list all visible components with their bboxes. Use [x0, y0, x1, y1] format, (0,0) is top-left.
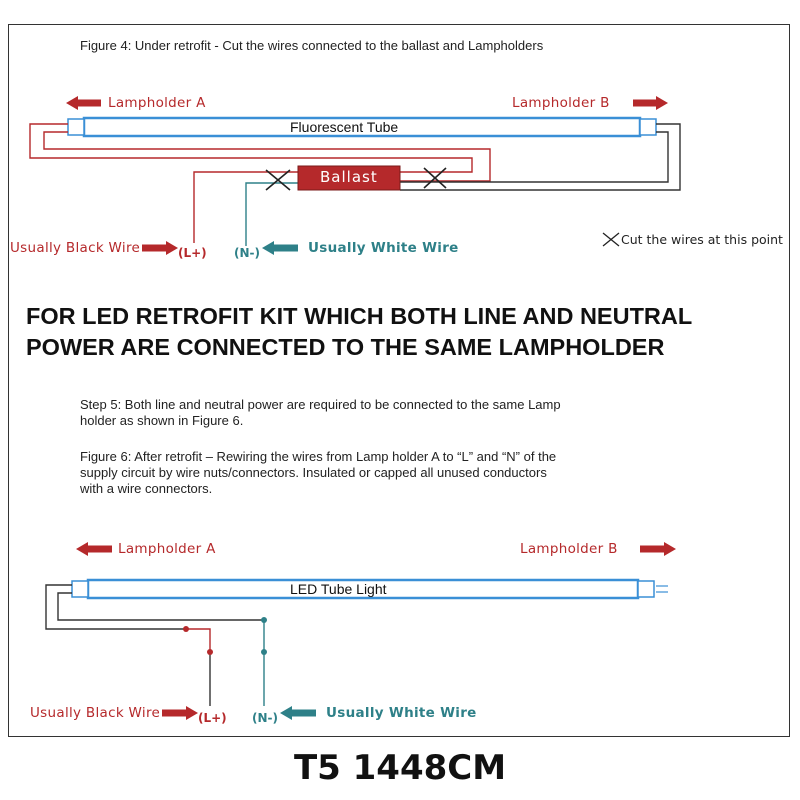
cut-legend-label: Cut the wires at this point — [621, 232, 783, 247]
white-wire-label: Usually White Wire — [326, 705, 477, 721]
figure6-caption-line3: with a wire connectors. — [80, 481, 213, 496]
figure6-caption-line1: Figure 6: After retrofit – Rewiring the wires from Lamp holder A to “L” and “N” of the — [80, 449, 557, 464]
lampholder-b-arrow — [640, 542, 676, 556]
ballast-label: Ballast — [320, 168, 378, 186]
cut-mark-icon — [424, 168, 446, 188]
led-tube-label: LED Tube Light — [290, 581, 387, 597]
white-wire-arrow — [280, 706, 316, 720]
step5-text-line2: holder as shown in Figure 6. — [80, 413, 244, 428]
lampholder-b-arrow — [633, 96, 668, 110]
white-wire-arrow — [262, 241, 298, 255]
terminal-n-label: (N-) — [252, 711, 278, 725]
lampholder-a-arrow — [76, 542, 112, 556]
terminal-l-label: (L+) — [178, 246, 207, 260]
lampholder-b-label: Lampholder B — [520, 541, 618, 557]
lampholder-a-label: Lampholder A — [108, 95, 206, 111]
step5-text-line1: Step 5: Both line and neutral power are required to be connected to the same Lamp — [80, 397, 561, 412]
black-wire-label: Usually Black Wire — [30, 705, 161, 721]
cut-legend-icon — [603, 233, 619, 246]
black-wire-arrow — [142, 241, 178, 255]
connector-dot — [183, 617, 267, 655]
black-wire-label: Usually Black Wire — [10, 240, 141, 256]
rewire-line — [46, 585, 264, 706]
cut-mark-icon — [266, 170, 290, 190]
figure4-caption: Figure 4: Under retrofit - Cut the wires connected to the ballast and Lampholders — [80, 38, 544, 53]
lampholder-a-label: Lampholder A — [118, 541, 216, 557]
figure6-caption-line2: supply circuit by wire nuts/connectors. Insulated or capped all unused conductors — [80, 465, 547, 480]
terminal-l-label: (L+) — [198, 711, 227, 725]
lampholder-b-label: Lampholder B — [512, 95, 610, 111]
fluorescent-tube-label: Fluorescent Tube — [290, 119, 399, 135]
black-wire-arrow — [162, 706, 198, 720]
terminal-n-label: (N-) — [234, 246, 260, 260]
lampholder-a-arrow — [66, 96, 101, 110]
supply-wire-white — [246, 183, 298, 246]
section-heading-line1: FOR LED RETROFIT KIT WHICH BOTH LINE AND NEUTRAL — [26, 303, 693, 329]
white-wire-label: Usually White Wire — [308, 240, 459, 256]
section-heading-line2: POWER ARE CONNECTED TO THE SAME LAMPHOLDER — [26, 334, 665, 360]
product-title: T5 1448CM — [293, 748, 507, 788]
